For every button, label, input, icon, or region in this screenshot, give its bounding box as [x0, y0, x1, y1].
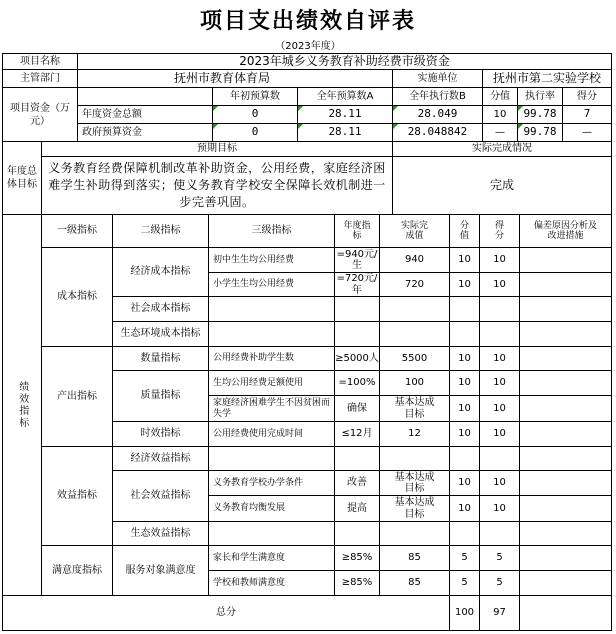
- level2-economic-benefit: 经济效益指标: [112, 446, 209, 471]
- funds-header-full-year: 全年预算数A: [297, 87, 393, 106]
- annual-cell: [334, 521, 380, 546]
- annual-cell: [334, 446, 380, 471]
- annual-cell: 确保: [334, 395, 380, 422]
- level1-benefit: 效益指标: [41, 446, 113, 546]
- level3-cell: 家长和学生满意度: [208, 545, 335, 571]
- level3-cell: 小学生生均公用经费: [208, 272, 335, 297]
- score-cell: 10: [479, 247, 520, 273]
- level2-service-satisfaction: 服务对象满意度: [112, 545, 209, 596]
- funds-row-exec-rate: 99.78: [517, 123, 563, 142]
- annual-cell: ≥85%: [334, 545, 380, 571]
- annual-cell: [334, 321, 380, 347]
- funds-header-score: 得分: [562, 87, 612, 106]
- actual-cell: 12: [379, 421, 450, 447]
- level3-cell: [208, 446, 335, 471]
- level3-cell: [208, 296, 335, 322]
- actual-cell: [379, 296, 450, 322]
- header-actual: 实际完成值: [379, 214, 450, 248]
- actual-cell: [379, 521, 450, 546]
- score-cell: [479, 446, 520, 471]
- level2-eco-benefit: 生态效益指标: [112, 521, 209, 546]
- funds-row-full-year: 28.11: [297, 123, 393, 142]
- score-value-cell: 5: [449, 545, 480, 571]
- actual-header: 实际完成情况: [392, 141, 612, 157]
- level3-cell: 公用经费使用完成时间: [208, 421, 335, 447]
- header-score-value: 分值: [449, 214, 480, 248]
- score-cell: 5: [479, 545, 520, 571]
- funds-row-full-year: 28.11: [297, 105, 393, 124]
- total-score: 97: [479, 595, 520, 631]
- level3-cell: 义务教育学校办学条件: [208, 470, 335, 496]
- level3-cell: [208, 321, 335, 347]
- deviation-cell: [519, 247, 612, 273]
- expected-goal-header: 预期目标: [41, 141, 393, 157]
- funds-header-exec-rate: 执行率: [517, 87, 563, 106]
- level2-social-cost: 社会成本指标: [112, 296, 209, 322]
- score-value-cell: 10: [449, 247, 480, 273]
- deviation-cell: [519, 470, 612, 496]
- actual-cell: 基本达成目标: [379, 395, 450, 422]
- level1-satisfaction: 满意度指标: [41, 545, 113, 596]
- level3-cell: 初中生生均公用经费: [208, 247, 335, 273]
- deviation-cell: [519, 395, 612, 422]
- funds-label: 项目资金（万元）: [2, 87, 78, 142]
- level2-eco-cost: 生态环境成本指标: [112, 321, 209, 347]
- level3-cell: 家庭经济困难学生不因贫困而失学: [208, 395, 335, 422]
- deviation-cell: [519, 272, 612, 297]
- score-cell: 10: [479, 421, 520, 447]
- actual-cell: 100: [379, 370, 450, 396]
- impl-label: 实施单位: [392, 69, 483, 88]
- dept-label: 主管部门: [2, 69, 78, 88]
- deviation-cell: [519, 446, 612, 471]
- score-value-cell: [449, 446, 480, 471]
- annual-cell: [334, 296, 380, 322]
- score-value-cell: 10: [449, 395, 480, 422]
- level3-cell: [208, 521, 335, 546]
- level1-output: 产出指标: [41, 346, 113, 447]
- score-cell: 10: [479, 370, 520, 396]
- deviation-cell: [519, 296, 612, 322]
- funds-row-exec-rate: 99.78: [517, 105, 563, 124]
- score-cell: [479, 296, 520, 322]
- level3-cell: 义务教育均衡发展: [208, 495, 335, 522]
- overall-goal-label: 年度总体目标: [2, 141, 42, 215]
- score-value-cell: 10: [449, 346, 480, 371]
- score-value-cell: 10: [449, 470, 480, 496]
- page-title: 项目支出绩效自评表: [199, 8, 416, 34]
- total-deviation: [519, 595, 612, 631]
- annual-cell: =940元/生: [334, 247, 380, 273]
- funds-row-score-value: —: [482, 123, 518, 142]
- total-score-value: 100: [449, 595, 480, 631]
- funds-header-executed: 全年执行数B: [392, 87, 483, 106]
- level3-cell: 学校和教师满意度: [208, 570, 335, 596]
- annual-cell: =720元/年: [334, 272, 380, 297]
- actual-cell: [379, 446, 450, 471]
- level3-cell: 公用经费补助学生数: [208, 346, 335, 371]
- score-cell: 10: [479, 395, 520, 422]
- level2-social-benefit: 社会效益指标: [112, 470, 209, 522]
- score-cell: 10: [479, 470, 520, 496]
- deviation-cell: [519, 570, 612, 596]
- project-name-value: 2023年城乡义务教育补助经费市级资金: [77, 53, 612, 70]
- score-value-cell: 5: [449, 570, 480, 596]
- impl-value: 抚州市第二实验学校: [482, 69, 612, 88]
- deviation-cell: [519, 321, 612, 347]
- score-cell: 10: [479, 272, 520, 297]
- actual-cell: 5500: [379, 346, 450, 371]
- score-value-cell: 10: [449, 370, 480, 396]
- actual-cell: [379, 321, 450, 347]
- score-value-cell: 10: [449, 272, 480, 297]
- score-cell: [479, 321, 520, 347]
- funds-row-score: —: [562, 123, 612, 142]
- header-level3: 三级指标: [208, 214, 335, 248]
- deviation-cell: [519, 545, 612, 571]
- funds-header-score-value: 分值: [482, 87, 518, 106]
- expected-goal-text: 义务教育经费保障机制改革补助资金，公用经费，家庭经济困难学生补助得到落实；使义务教育学校安全保障长效机制进一步完善巩固。: [41, 156, 393, 215]
- score-value-cell: 10: [449, 495, 480, 522]
- funds-row-score: 7: [562, 105, 612, 124]
- score-cell: 5: [479, 570, 520, 596]
- annual-cell: ≤12月: [334, 421, 380, 447]
- score-value-cell: [449, 521, 480, 546]
- deviation-cell: [519, 421, 612, 447]
- score-value-cell: 10: [449, 421, 480, 447]
- deviation-cell: [519, 370, 612, 396]
- level2-economic-cost: 经济成本指标: [112, 247, 209, 297]
- deviation-cell: [519, 346, 612, 371]
- annual-cell: =100%: [334, 370, 380, 396]
- score-value-cell: [449, 321, 480, 347]
- funds-row-initial: 0: [212, 105, 298, 124]
- level1-cost: 成本指标: [41, 247, 113, 347]
- year-label: （2023年度）: [275, 41, 341, 52]
- header-level2: 二级指标: [112, 214, 209, 248]
- actual-cell: 基本达成目标: [379, 495, 450, 522]
- deviation-cell: [519, 521, 612, 546]
- perf-label: 绩效指标: [2, 214, 42, 596]
- funds-row-executed: 28.048842: [392, 123, 483, 142]
- actual-cell: 720: [379, 272, 450, 297]
- level2-quality: 质量指标: [112, 370, 209, 422]
- funds-header-initial: 年初预算数: [212, 87, 298, 106]
- annual-cell: ≥5000人: [334, 346, 380, 371]
- header-score: 得分: [479, 214, 520, 248]
- actual-cell: 基本达成目标: [379, 470, 450, 496]
- annual-cell: 提高: [334, 495, 380, 522]
- dept-value: 抚州市教育体育局: [77, 69, 393, 88]
- score-value-cell: [449, 296, 480, 322]
- header-deviation: 偏差原因分析及改进措施: [519, 214, 612, 248]
- funds-row-name: 政府预算资金: [77, 123, 213, 142]
- level3-cell: 生均公用经费足额使用: [208, 370, 335, 396]
- level2-timeliness: 时效指标: [112, 421, 209, 447]
- actual-cell: 85: [379, 570, 450, 596]
- actual-text: 完成: [392, 156, 612, 215]
- annual-cell: 改善: [334, 470, 380, 496]
- level2-quantity: 数量指标: [112, 346, 209, 371]
- funds-row-score-value: 10: [482, 105, 518, 124]
- score-cell: [479, 521, 520, 546]
- header-annual: 年度指标: [334, 214, 380, 248]
- header-level1: 一级指标: [41, 214, 113, 248]
- annual-cell: ≥85%: [334, 570, 380, 596]
- project-name-label: 项目名称: [2, 53, 78, 70]
- score-cell: 10: [479, 346, 520, 371]
- score-cell: 10: [479, 495, 520, 522]
- actual-cell: 85: [379, 545, 450, 571]
- deviation-cell: [519, 495, 612, 522]
- funds-row-initial: 0: [212, 123, 298, 142]
- funds-row-executed: 28.049: [392, 105, 483, 124]
- actual-cell: 940: [379, 247, 450, 273]
- funds-header-blank: [77, 87, 213, 106]
- funds-row-name: 年度资金总额: [77, 105, 213, 124]
- total-label: 总分: [2, 595, 450, 631]
